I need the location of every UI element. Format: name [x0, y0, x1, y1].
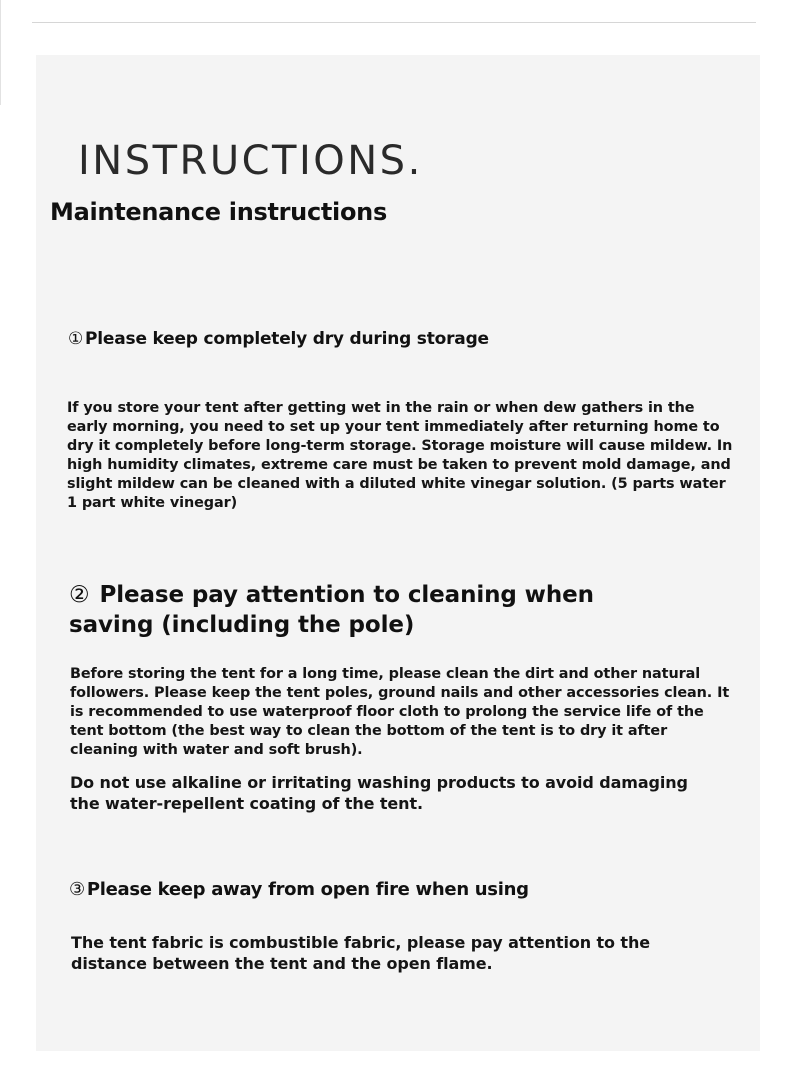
section-3-number: ③ — [69, 879, 85, 900]
section-2-heading — [69, 580, 629, 640]
section-1-title: Please keep completely dry during storage — [85, 329, 489, 349]
left-edge-line — [0, 0, 1, 105]
section-2-number: ② — [69, 582, 90, 608]
section-1-paragraph: If you store your tent after getting wet in the rain or when dew gathers in the early morning, you need to set up your tent immediately after returning home to dry it completely before long-term storage. Storage moisture will cause mildew. In high humidity climates, extreme care must be taken to prevent mold damage, and slight mildew can be cleaned with a diluted white vinegar solution. (5 parts water 1 part white vinegar) — [67, 400, 733, 511]
section-2-title: Please pay attention to cleaning when saving (including the pole) — [69, 582, 594, 638]
top-divider — [32, 22, 756, 23]
section-2-paragraph-2: Do not use alkaline or irritating washing products to avoid damaging the water-repellent coating of the tent. — [70, 773, 688, 813]
section-2-paragraph-1: Before storing the tent for a long time, please clean the dirt and other natural followers. Please keep the tent poles, ground nails and other accessories clean. It is recommended to use waterproof floor cloth to prolong the service life of the tent bottom (the best way to clean the bottom of the tent is to dry it after cleaning with water and soft brush). — [70, 666, 730, 758]
page-title: INSTRUCTIONS. — [78, 138, 423, 184]
section-3-title: Please keep away from open fire when using — [86, 879, 529, 900]
page-subtitle: Maintenance instructions — [50, 198, 387, 226]
section-3-paragraph: The tent fabric is combustible fabric, please pay attention to the distance between the tent and the open flame. — [71, 933, 650, 973]
section-3-heading — [69, 879, 529, 900]
section-1-heading — [68, 329, 489, 349]
section-1-number: ① — [68, 329, 84, 349]
